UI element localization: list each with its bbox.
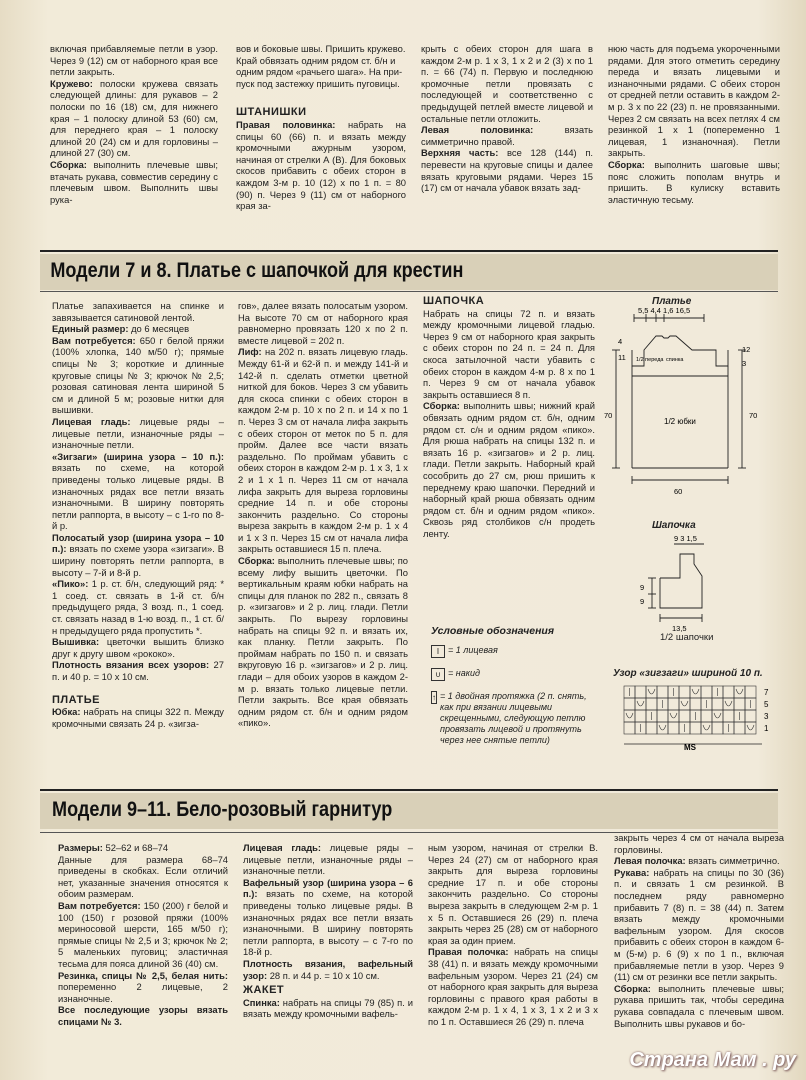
top-column-1 [50, 43, 218, 205]
legend-title: Условные обозначения [431, 625, 555, 637]
top-col2-text: вов и боковые швы. Пришить кружево. Край обвязать одним рядом ст. б/н и одним рядом «рачьего шага». На при-пуск под застежку пришить пуговицы. [236, 43, 406, 89]
s2-column-2 [243, 842, 413, 1020]
dress-diagram [604, 308, 774, 508]
hat-caption: 1/2 шапочки [660, 632, 714, 643]
paragraph-heading: Вам потребуется: [52, 334, 136, 346]
zigzag-chart-title: Узор «зигзаги» шириной 10 п. [613, 668, 763, 679]
chart-cell [635, 686, 646, 698]
dress-half-front: 1/2 переда [636, 357, 664, 363]
paragraph-heading: «Зигзаги» (ширина узора – 10 п.): [52, 450, 224, 462]
paragraph [52, 578, 224, 636]
paragraph [52, 335, 224, 416]
s1-column-1 [52, 300, 224, 729]
yarn-over-mark [681, 701, 688, 706]
paragraph [614, 832, 784, 855]
section1-rule [40, 250, 778, 252]
yarn-over-mark [637, 701, 644, 706]
section1-header [40, 254, 778, 290]
chart-cell [690, 698, 701, 710]
legend-items [431, 645, 601, 746]
paragraph-text: 52–62 и 68–74 [102, 842, 169, 853]
paragraph [58, 970, 228, 1005]
hat-left-a: 9 [640, 583, 645, 592]
paragraph-text: выполнить плечевые швы; по всему лифу вышить цветочки. По вертикальным краям юбки набрать на спицы для планок по 282 п., связать 8 р. «зигзагов» и 2 р. лиц. глади. Петли закрыть. По вырезу горловины набрать на спицы 92 п. и вязать их, как планку. Петли закрыть. По проймам набрать по 150 п. и связать вкруговую 16 р. «зигзагов» и 2 р. лиц. глади – для обоих узоров в каждом 2-м р. вязать только лицевые петли. Петли закрыть. Все края обвязать одним рядом ст. б/н и одним рядом «пико». [238, 555, 408, 729]
chart-cell [679, 686, 690, 698]
paragraph [423, 400, 595, 539]
paragraph-heading: Плотность вязания, вафельный узор: [243, 957, 413, 981]
hat-left-b: 9 [640, 597, 645, 606]
chart-cell [745, 722, 756, 734]
paragraph-heading: Кружево: [50, 77, 93, 89]
dress-right-mid: 3 [742, 359, 747, 368]
paragraph-text: набрать на спицы 60 (66) п. и вязать между кромочными ажурным узором, начиная от стрелки А (В). Для боковых скосов прибавить с обеих сторон в каждом 3-м р. 10 (12) x по 1 п. = 80 (90) п. Через 9 (11) см от наборного края за- [236, 118, 406, 212]
chart-cell [712, 722, 723, 734]
chart-cell [679, 710, 690, 722]
s1-col1-body [52, 300, 224, 683]
hat-bottom: 13,5 [672, 624, 687, 633]
paragraph-text: включая прибавляемые петли в узор. Через 9 (12) см от наборного края все петли закрыть. [50, 43, 218, 78]
dress-back: спинка [666, 357, 684, 363]
paragraph-text: Набрать на спицы 72 п. и вязать между кромочными лицевой гладью. Через 9 см от наборного края закрыть с обеих сторон по 24 п. = 24 п. Для скоса затылочной части убавить с обеих сторон в каждом 4-м р. 8 x по 1 п. Через 9 см от начала убавок закрыть оставшиеся 8 п. [423, 307, 595, 400]
paragraph-heading: Сборка: [238, 555, 275, 567]
top-column-3 [421, 43, 593, 194]
paragraph-heading: Спинка: [243, 996, 280, 1008]
chart-cell [646, 698, 657, 710]
section2-title: Модели 9–11. Бело-розовый гарнитур [52, 798, 393, 821]
paragraph-text: набрать на спицы 322 п. Между кромочными связать 24 р. «зигза- [52, 706, 224, 729]
paragraph [614, 855, 784, 867]
paragraph-heading: Плотность вязания всех узоров: [52, 659, 210, 671]
paragraph-heading: Лицевая гладь: [52, 415, 131, 427]
paragraph [608, 43, 780, 159]
paragraph [58, 854, 228, 900]
chart-cell [745, 710, 756, 722]
s1-column-2 [238, 300, 408, 729]
chart-cell [690, 722, 701, 734]
paragraph [52, 451, 224, 532]
chart-cell [745, 686, 756, 698]
paragraph [52, 636, 224, 659]
paragraph-heading: Рукава: [614, 866, 650, 878]
paragraph-heading: Резинка, спицы № 2,5, белая нить: [58, 969, 228, 981]
paragraph [50, 78, 218, 159]
paragraph-text: набрать на спицы 38 (41) п. и вязать между кромочными вафельным узором. Через 21 (24) см от наборного края закрыть для выреза горловины с правого края работы в каждом 2-м р. 1 x 4, 1 x 3, 1 x 2 и 3 x по 1 п. Оставшиеся 26 (29) п. плеча [428, 946, 598, 1027]
paragraph-heading: Лиф: [238, 346, 262, 358]
top-column-2 [236, 43, 406, 212]
paragraph [52, 532, 224, 578]
paragraph-text: ным узором, начиная от стрелки В. Через 24 (27) см от наборного края закрыть для выреза горловины средние 17 п. и обе стороны закончить раздельно. Со стороны выреза закрыть в следующем 2-м р. 1 x 5 п. Оставшиеся 26 (29) п. плеча закрыть через 25 (28) см от наборного края за один прием. [428, 842, 598, 946]
chart-cell [635, 710, 646, 722]
paragraph [243, 958, 413, 981]
paragraph [421, 124, 593, 147]
hat-diagram-title: Шапочка [652, 520, 696, 531]
platye-heading: ПЛАТЬЕ [52, 693, 100, 706]
paragraph [238, 555, 408, 729]
legend-symbol-icon: ∪ [431, 668, 445, 681]
paragraph-heading: Юбка: [52, 706, 81, 718]
paragraph-text: вязать по схеме, на которой приведены только лицевые ряды. В изнаночных рядах все петли вязать изнаночными. В ширину повторять петли раппорта, в высоту – с 7-го по 18-й р. [243, 888, 413, 958]
yarn-over-mark [703, 725, 710, 730]
chart-row-number: 7 [764, 688, 769, 697]
shtanishki-heading: ШТАНИШКИ [236, 106, 307, 119]
chart-cell [723, 698, 734, 710]
chart-cell [657, 722, 668, 734]
dress-right-height: 70 [749, 411, 758, 420]
chart-cell [624, 710, 635, 722]
paragraph-heading: Вышивка: [52, 636, 100, 648]
dress-left-height: 70 [604, 411, 613, 420]
chart-row-number: 3 [764, 712, 769, 721]
yarn-over-mark [736, 689, 743, 694]
chart-cell [690, 686, 701, 698]
paragraph-text: 650 г белой пряжи (100% хлопка, 140 м/50 г); прямые спицы № 3; короткие и длинные круговые спицы № 3; крючок № 2,5; розовая сатиновая лента шириной 5 см и длиной 5 м; розовые нитки для вышивки. [52, 334, 224, 416]
paragraph [52, 416, 224, 451]
paragraph [50, 43, 218, 78]
paragraph [52, 300, 224, 323]
paragraph-heading: Правая половинка: [236, 118, 336, 130]
chart-cell [701, 722, 712, 734]
paragraph-text: выполнить швы; нижний край обвязать одним рядом ст. б/н, одним рядом ст. с/н и одним рядом «пико». Для рюша набрать на спицы 132 п. и вязать 16 р. «зигзагов» и 2 р. лиц. глади. Петли закрыть. Наборный край сособрить до 27 см, рюш пришить к переднему краю шапочки. Передний и наборный край рюша обвязать одним рядом ст. б/н и одним рядом «пико». Сквозь ряд столбиков с/н продеть ленту. [423, 400, 595, 539]
paragraph [236, 119, 406, 212]
paragraph [614, 867, 784, 983]
section1-title: Модели 7 и 8. Платье с шапочкой для крестин [50, 259, 464, 282]
legend-symbol-icon: I [431, 645, 445, 658]
chart-cell [734, 686, 745, 698]
paragraph-text: на 202 п. вязать лицевую гладь. Между 61-й и 62-й п. и между 141-й и 142-й п. сделать отметки цветной ниткой для боков. Через 3 см убавить для скоса спинки с обеих сторон в каждом 2-м р. 10 x по 2 п. и 14 x по 1 п. Через 3 см от начала лифа закрыть с обеих сторон от меток по 5 п. для пройм. Далее все части вязать раздельно. По проймам убавить с обеих сторон в каждом 2-м р. 1 x 3, 1 x 2 и 1 x 1 п. Через 11 см от начала лифа закрыть для выреза горловины средние 14 п. и обе стороны закончить раздельно. Со стороны выреза закрыть в каждом 2-м р. 1 x 4 и 1 x 3 п. Через 15 см от начала лифа закрыть оставшиеся 15 п. плеча. [238, 346, 408, 555]
paragraph-text: вязать симметрично. [685, 855, 780, 867]
legend-text: = 1 лицевая [448, 645, 498, 655]
paragraph [238, 346, 408, 555]
paragraph-heading: Правая полочка: [428, 946, 509, 958]
s2-col2-body [243, 842, 413, 981]
site-watermark: Страна Мам . ру [629, 1049, 796, 1071]
chart-cell [646, 686, 657, 698]
paragraph [614, 983, 784, 1029]
chart-cell [624, 698, 635, 710]
paragraph-text: выполнить плечевые швы; рукава пришить так, чтобы середина рукава совпадала с плечевым швом. Выполнить швы рукавов и бо- [614, 982, 784, 1029]
s2-column-4 [614, 832, 784, 1029]
section2-rule [40, 789, 778, 791]
paragraph-heading: Вам потребуется: [58, 899, 141, 911]
paragraph [58, 900, 228, 970]
legend-item [431, 645, 601, 658]
paragraph-text: набрать на спицы 79 (85) п. и вязать между кромочными вафель- [243, 996, 413, 1020]
shapochka-heading: ШАПОЧКА [423, 295, 485, 307]
chart-row-number: 1 [764, 724, 769, 733]
s1-col1b-body [52, 706, 224, 729]
paragraph-text: Данные для размера 68–74 приведены в скобках. Если отличий нет, указанные значения относятся к обоим размерам. [58, 853, 228, 900]
chart-cell [723, 686, 734, 698]
paragraph [238, 300, 408, 346]
paragraph-text: 28 п. и 44 р. = 10 x 10 см. [267, 969, 380, 981]
paragraph-text: выполнить плечевые швы; втачать рукава, совместив середину с плечевым швом. Выполнить швы рука- [50, 158, 218, 205]
section2-header [40, 793, 778, 829]
yarn-over-mark [659, 725, 666, 730]
dress-diagram-title: Платье [652, 296, 692, 307]
paragraph-heading: Левая половинка: [421, 124, 534, 136]
paragraph-text: выполнить шаговые швы; пояс сложить пополам внутрь и пришить. В кулиску вставить эластичную тесьму. [608, 158, 780, 205]
paragraph-text: Платье запахивается на спинке и завязывается сатиновой лентой. [52, 300, 224, 323]
paragraph [421, 43, 593, 124]
s2-column-1 [58, 842, 228, 1028]
chart-cell [657, 686, 668, 698]
yarn-over-mark [747, 725, 754, 730]
chart-cell [624, 722, 635, 734]
paragraph-text: гов», далее вязать полосатым узором. На высоте 70 см от наборного края равномерно провязать 120 x по 2 п. вместе лицевой = 202 п. [238, 300, 408, 346]
top-col2-body [236, 119, 406, 212]
paragraph-text: лицевые ряды – лицевые петли, изнаночные ряды – изнаночные петли. [243, 842, 413, 877]
paragraph-text: набрать на спицы по 30 (36) п. и связать 1 см резинкой. В последнем ряду равномерно прибавить 7 (8) п. = 38 (44) п. Затем вязать между кромочными вафельным узором. Для скосов прибавить с обеих сторон в каждом 6-м (5-м) р. 6 (9) x по 1 п., включая прибавляемые петли в узор. Через 9 (11) см от резинки все петли закрыть. [614, 866, 784, 983]
chart-cell [668, 722, 679, 734]
s1-column-3 [423, 296, 595, 539]
paragraph-heading: Лицевая гладь: [243, 842, 322, 853]
paragraph-heading: Единый размер: [52, 323, 129, 335]
section1-underline [40, 291, 778, 292]
dress-left-mid: 11 [618, 353, 626, 362]
paragraph [421, 147, 593, 193]
paragraph-text: 1 р. ст. б/н, следующий ряд: * 1 соед. ст. связать в 1-й ст. б/н предыдущего ряда, 3 возд. п., 1 соед. ст. связать назад в 1-ю возд. п., 1 ст. б/н предыдущего ряда пропустить *. [52, 578, 224, 636]
yarn-over-mark [670, 713, 677, 718]
paragraph-heading: Вафельный узор (ширина узора – 6 п.): [243, 876, 413, 900]
paragraph [243, 842, 413, 877]
paragraph [58, 842, 228, 854]
hat-diagram [640, 534, 750, 644]
yarn-over-mark [714, 713, 721, 718]
legend-item [431, 668, 601, 681]
paragraph-heading: Сборка: [608, 158, 645, 170]
paragraph-text: 27 п. и 40 р. = 10 x 10 см. [52, 659, 224, 682]
dress-bottom-width: 60 [674, 487, 683, 496]
s2-column-3 [428, 842, 598, 1028]
paragraph-heading: Сборка: [614, 982, 651, 994]
chart-cell [646, 722, 657, 734]
yarn-over-mark [725, 701, 732, 706]
chart-cell [657, 710, 668, 722]
paragraph [58, 1004, 228, 1027]
paragraph-text: вязать по схеме узора «зигзаги». В ширину повторять петли раппорта, в высоту – 7-й и 8-й р. [52, 543, 224, 578]
legend [431, 626, 601, 756]
legend-item [431, 691, 601, 746]
paragraph-heading: Левая полочка: [614, 855, 686, 867]
paragraph-text: все 128 (144) п. перевести на круговые спицы и далее вязать круговыми рядами. Через 15 (17) см от начала убавок вязать зад- [421, 147, 593, 194]
yarn-over-mark [626, 713, 633, 718]
dress-right-top: 12 [742, 345, 751, 354]
chart-cell [712, 710, 723, 722]
paragraph [423, 308, 595, 401]
paragraph-heading: Сборка: [50, 158, 87, 170]
paragraph-text: полоски кружева связать следующей длины: для рукавов – 2 полоски по 16 (18) см, для нижнего края – 1 полоску длиной 53 (60) см, для переднего края – 1 полоску длиной 20 (24) см и для горловины – длиной 27 (30) см. [50, 77, 218, 159]
paragraph-text: попеременно 2 лицевые, 2 изнаночные. [58, 981, 228, 1004]
hat-top-dims: 9 3 1,5 [674, 534, 697, 543]
chart-cell [668, 698, 679, 710]
paragraph [52, 323, 224, 335]
paragraph-heading: Размеры: [58, 842, 103, 853]
chart-cell [734, 722, 745, 734]
paragraph-heading: Полосатый узор (ширина узора – 10 п.): [52, 531, 224, 555]
paragraph-heading: Верхняя часть: [421, 147, 499, 159]
chart-cell [723, 710, 734, 722]
paragraph-text: вязать симметрично правой. [421, 124, 594, 147]
legend-symbol-icon: ↑ [432, 693, 436, 702]
legend-text: = 1 двойная протяжка (2 п. снять, как при вязании лицевыми скрещенными, следующую петлю провязать лицевой и протянуть через нее снятые петли) [440, 691, 587, 745]
paragraph-heading: «Пико»: [52, 578, 89, 590]
paragraph-text: лицевые ряды – лицевые петли, изнаночные ряды – изнаночные петли. [52, 415, 224, 451]
zhaket-heading: ЖАКЕТ [243, 984, 285, 997]
chart-cell [679, 698, 690, 710]
yarn-over-mark [648, 689, 655, 694]
legend-text: = накид [448, 668, 480, 678]
paragraph [243, 877, 413, 958]
dress-top-dims: 5,5 4,4 1,6 16,5 [638, 308, 691, 315]
s1-col3-body [423, 308, 595, 540]
paragraph [52, 659, 224, 682]
paragraph-text: крыть с обеих сторон для шага в каждом 2-м р. 1 x 3, 1 x 2 и 2 (3) x по 1 п. = 66 (74) п. Первую и последнюю кромочные петли провязать с последующей и соответственно с предыдущей петлей вместе лицевой и остальные петли отложить. [421, 43, 593, 124]
paragraph-text: вязать по схеме, на которой приведены только лицевые ряды. В изнаночных рядах все петли вязать изнаночными. В ширину повторять петли раппорта, в высоту – с 1-го по 8-й р. [52, 462, 224, 532]
chart-cell [701, 710, 712, 722]
chart-footer: MS [684, 743, 696, 752]
paragraph [50, 159, 218, 205]
chart-cell [635, 698, 646, 710]
paragraph-text: до 6 месяцев [128, 323, 190, 335]
paragraph-text: закрыть через 4 см от начала выреза горловины. [614, 832, 784, 855]
chart-cell [734, 698, 745, 710]
paragraph [608, 159, 780, 205]
yarn-over-mark [692, 689, 699, 694]
paragraph [428, 946, 598, 1027]
paragraph-text: нюю часть для подъема укороченными рядами. Для этого отметить середину переда и вязать лицевыми и изнаночными рядами. С обеих сторон от средней петли оставить в каждом 2-м р. 3 x по 22 (23) п. не провязанными. Через 2 см связать на всех петлях 4 см резинкой 1 x 1 (попеременно 1 лицевая, 1 изнаночная). Петли закрыть. [608, 43, 780, 159]
paragraph [428, 842, 598, 946]
chart-cell [712, 698, 723, 710]
s2-col2b-body [243, 997, 413, 1020]
chart-cell [668, 710, 679, 722]
paragraph-text: 150 (200) г белой и 100 (150) г розовой пряжи (100% мериносовой шерсти, 165 м/50 г); прямые спицы № 2,5 и 3; крючок № 2; 5 маленьких пуговиц; эластичная тесьма для пояса длиной 36 (40) см. [58, 899, 228, 969]
dress-left-top: 4 [618, 337, 623, 346]
zigzag-chart [612, 682, 782, 752]
paragraph-text: цветочки вышить близко друг к другу швом «рококо». [52, 636, 224, 659]
top-column-4 [608, 43, 780, 205]
paragraph-heading: Все последующие узоры вязать спицами № 3. [58, 1004, 228, 1027]
dress-skirt-label: 1/2 юбки [664, 417, 696, 426]
chart-row-number: 5 [764, 700, 769, 709]
paragraph [52, 706, 224, 729]
chart-cell [701, 686, 712, 698]
paragraph-heading: Сборка: [423, 400, 460, 412]
paragraph [243, 997, 413, 1020]
